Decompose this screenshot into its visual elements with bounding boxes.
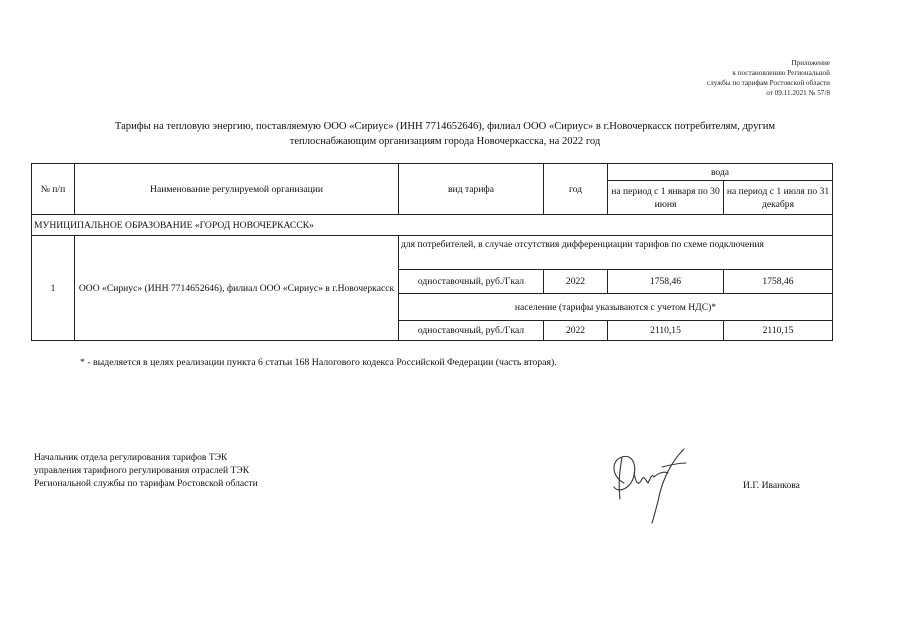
position-line: Начальник отдела регулирования тарифов ТЭК — [34, 452, 228, 463]
tariff-value-period-1: 2110,15 — [608, 321, 724, 341]
section-label-consumers: для потребителей, в случае отсутствия дифференциации тарифов по схеме подключения — [399, 236, 833, 270]
header-water: вода — [608, 164, 833, 181]
header-period-2: на период с 1 июля по 31 декабря — [724, 181, 833, 215]
header-num: № п/п — [32, 164, 75, 215]
header-tariff-type: вид тарифа — [399, 164, 544, 215]
header-year: год — [544, 164, 608, 215]
tariff-value-period-1: 1758,46 — [608, 270, 724, 294]
position-line: Региональной службы по тарифам Ростовской области — [34, 478, 258, 489]
tariff-value-period-2: 2110,15 — [724, 321, 833, 341]
signatory-name: И.Г. Иванкова — [743, 480, 800, 491]
year-cell: 2022 — [544, 321, 608, 341]
header-period-1: на период с 1 января по 30 июня — [608, 181, 724, 215]
position-line: управления тарифного регулирования отраслей ТЭК — [34, 465, 250, 476]
year-cell: 2022 — [544, 270, 608, 294]
appendix-line: Приложение — [791, 59, 830, 67]
row-number: 1 — [32, 236, 75, 341]
appendix-line: к постановлению Региональной — [732, 69, 830, 77]
title-line: Тарифы на тепловую энергию, поставляемую ООО «Сириус» (ИНН 7714652646), филиал ООО «Сириус» в г.Новочеркасск потребителям, другим — [114, 121, 776, 132]
municipality-row: МУНИЦИПАЛЬНОЕ ОБРАЗОВАНИЕ «ГОРОД НОВОЧЕРКАССК» — [32, 215, 833, 236]
footnote: * - выделяется в целях реализации пункта 6 статьи 168 Налогового кодекса Российской Федерации (часть вторая). — [80, 357, 557, 368]
tariff-type-cell: одноставочный, руб./Гкал — [399, 321, 544, 341]
signatory-position — [34, 451, 258, 490]
handwritten-signature — [604, 443, 694, 525]
title-line: теплоснабжающим организациям города Новочеркасска, на 2022 год — [289, 136, 601, 147]
appendix-line: от 09.11.2021 № 57/8 — [766, 89, 830, 97]
tariff-value-period-2: 1758,46 — [724, 270, 833, 294]
appendix-line: службы по тарифам Ростовской области — [706, 79, 830, 87]
tariff-type-cell: одноставочный, руб./Гкал — [399, 270, 544, 294]
section-label-population: население (тарифы указываются с учетом НДС)* — [399, 294, 833, 321]
organization-name: ООО «Сириус» (ИНН 7714652646), филиал ООО «Сириус» в г.Новочеркасск — [75, 236, 399, 341]
document-title — [60, 119, 830, 149]
appendix-note — [570, 58, 830, 98]
header-org: Наименование регулируемой организации — [75, 164, 399, 215]
tariff-table — [31, 163, 833, 341]
